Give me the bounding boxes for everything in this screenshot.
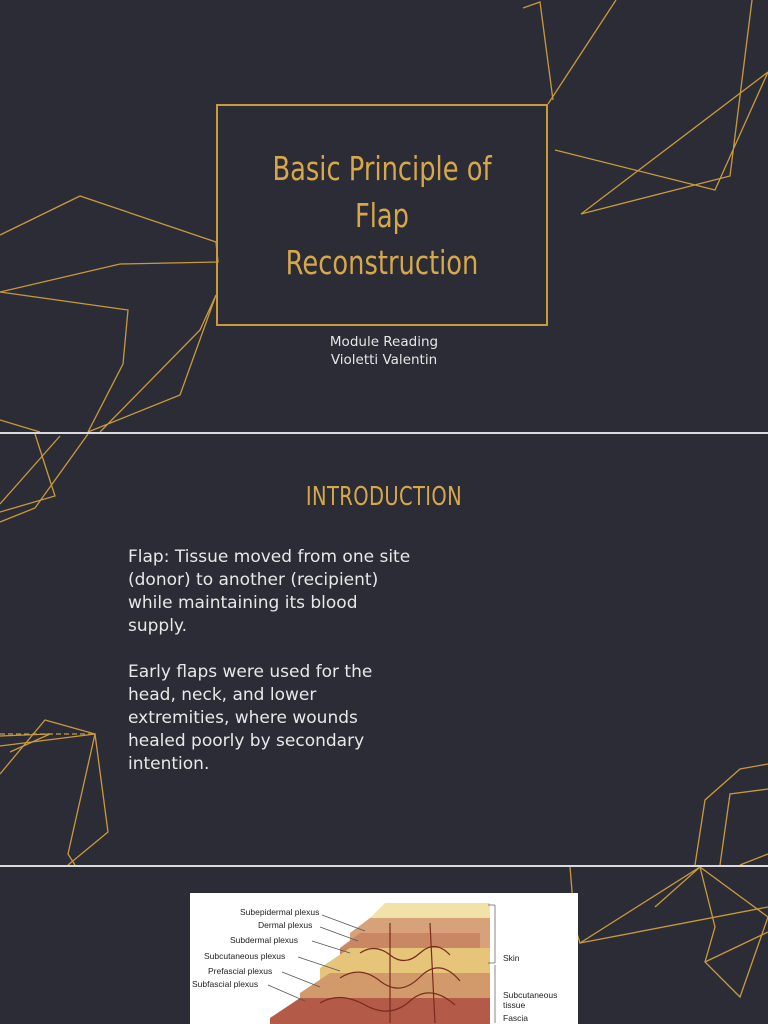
figure-label: tissue (503, 1000, 526, 1010)
figure-label: Subcutaneous (503, 990, 558, 1000)
history-paragraph: Early flaps were used for the head, neck, and lower extremities, where wounds healed poorly by secondary intention. (128, 662, 373, 774)
title-slide (0, 0, 768, 432)
definition-paragraph: Flap: Tissue moved from one site (donor) to another (recipient) while maintaining its blood supply. (128, 547, 411, 636)
figure-label: Subfascial plexus (192, 979, 259, 989)
intro-body (128, 546, 418, 799)
figure-label: Prefascial plexus (208, 966, 273, 976)
introduction-slide (0, 434, 768, 865)
anatomy-slide (0, 867, 768, 1024)
slide-title: Basic Principle of Flap Reconstruction (272, 148, 492, 282)
title-frame (216, 104, 548, 326)
subtitle-author: Violetti Valentin (330, 352, 438, 368)
figure-label: Subcutaneous plexus (204, 951, 286, 961)
skin-layers-figure (190, 893, 578, 1024)
figure-label: Subepidermal plexus (240, 907, 320, 917)
figure-label: Fascia (503, 1013, 529, 1023)
figure-label: Skin (503, 953, 520, 963)
subtitle-module: Module Reading (329, 334, 439, 350)
section-heading: INTRODUCTION (305, 482, 463, 512)
figure-label: Subdermal plexus (230, 935, 299, 945)
figure-label: Dermal plexus (258, 920, 313, 930)
